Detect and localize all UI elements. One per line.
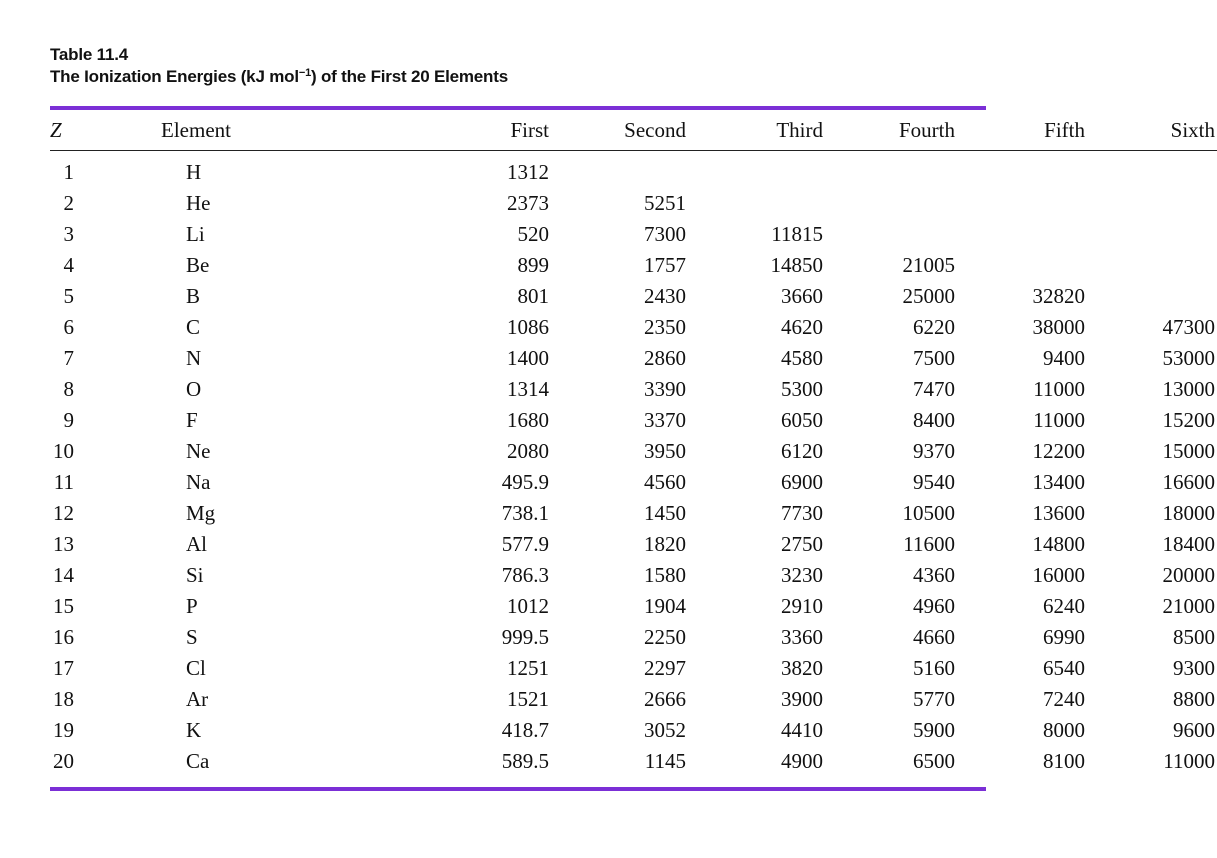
header-z: Z (50, 110, 74, 151)
cell-first: 1251 (507, 656, 549, 680)
cell-fifth: 8100 (1043, 749, 1085, 773)
cell-element: Ar (186, 687, 209, 711)
table-row (50, 374, 1217, 405)
cell-sixth: 18000 (1162, 501, 1215, 525)
header-third: Third (688, 110, 825, 151)
cell-second: 3950 (644, 439, 686, 463)
cell-element: He (186, 191, 211, 215)
cell-first: 1312 (507, 160, 549, 184)
cell-fourth: 9540 (913, 470, 955, 494)
table-number: Table 11.4 (50, 45, 129, 64)
cell-z: 14 (53, 563, 74, 587)
cell-fifth: 11000 (1033, 377, 1085, 401)
cell-fifth: 6540 (1043, 656, 1085, 680)
cell-z: 8 (63, 377, 74, 401)
cell-first: 1521 (507, 687, 549, 711)
cell-z: 16 (53, 625, 74, 649)
header-row (50, 110, 1217, 151)
cell-third (688, 188, 825, 219)
cell-sixth: 53000 (1162, 346, 1215, 370)
cell-sixth: 16600 (1162, 470, 1215, 494)
title-superscript: −1 (298, 67, 311, 79)
cell-fifth (957, 188, 1087, 219)
header-second: Second (551, 110, 688, 151)
cell-second: 2250 (644, 625, 686, 649)
cell-z: 7 (63, 346, 74, 370)
header-element: Element (74, 110, 301, 151)
table-row (50, 653, 1217, 684)
cell-z: 19 (53, 718, 74, 742)
cell-second: 4560 (644, 470, 686, 494)
cell-first: 999.5 (501, 625, 549, 649)
cell-z: 1 (63, 160, 74, 184)
cell-second: 1820 (644, 532, 686, 556)
cell-element: C (186, 315, 201, 339)
cell-third: 2750 (781, 532, 823, 556)
cell-first: 495.9 (501, 470, 549, 494)
cell-sixth: 9300 (1173, 656, 1215, 680)
table-row (50, 715, 1217, 746)
cell-third: 4900 (781, 749, 823, 773)
cell-first: 1680 (507, 408, 549, 432)
cell-element: Al (186, 532, 207, 556)
cell-third: 3230 (781, 563, 823, 587)
cell-first: 2080 (507, 439, 549, 463)
cell-second: 2860 (644, 346, 686, 370)
cell-second: 3052 (644, 718, 686, 742)
table-row (50, 343, 1217, 374)
cell-third: 7730 (781, 501, 823, 525)
cell-third: 11815 (771, 222, 823, 246)
cell-fourth: 21005 (902, 253, 955, 277)
cell-z: 5 (63, 284, 74, 308)
cell-first: 2373 (507, 191, 549, 215)
table-row (50, 529, 1217, 560)
cell-sixth (1087, 250, 1217, 281)
cell-z: 20 (53, 749, 74, 773)
cell-fourth: 8400 (913, 408, 955, 432)
cell-fourth: 4660 (913, 625, 955, 649)
cell-fourth: 25000 (902, 284, 955, 308)
table-row (50, 746, 1217, 777)
cell-first: 786.3 (501, 563, 549, 587)
cell-fifth: 9400 (1043, 346, 1085, 370)
cell-third: 4620 (781, 315, 823, 339)
table-row (50, 498, 1217, 529)
cell-first: 899 (517, 253, 549, 277)
table-row (50, 405, 1217, 436)
ionization-energy-table (50, 110, 1217, 777)
cell-sixth: 47300 (1162, 315, 1215, 339)
cell-third: 6050 (781, 408, 823, 432)
cell-z: 6 (63, 315, 74, 339)
cell-second: 1757 (644, 253, 686, 277)
table-row (50, 622, 1217, 653)
cell-fourth: 7470 (913, 377, 955, 401)
cell-second: 7300 (644, 222, 686, 246)
cell-second: 2666 (644, 687, 686, 711)
table-row (50, 250, 1217, 281)
cell-sixth: 9600 (1173, 718, 1215, 742)
cell-element: H (186, 160, 202, 184)
cell-third: 3360 (781, 625, 823, 649)
cell-fourth: 7500 (913, 346, 955, 370)
cell-fourth: 6220 (913, 315, 955, 339)
table-row (50, 684, 1217, 715)
cell-third: 5300 (781, 377, 823, 401)
cell-fourth: 5770 (913, 687, 955, 711)
cell-fifth: 13400 (1032, 470, 1085, 494)
cell-sixth: 13000 (1162, 377, 1215, 401)
cell-second (551, 151, 688, 189)
cell-element: Cl (186, 656, 206, 680)
cell-second: 2430 (644, 284, 686, 308)
cell-second: 1580 (644, 563, 686, 587)
cell-fourth (825, 219, 957, 250)
cell-fifth (957, 250, 1087, 281)
cell-first: 418.7 (501, 718, 549, 742)
cell-second: 3370 (644, 408, 686, 432)
cell-element: K (186, 718, 202, 742)
cell-fifth (957, 219, 1087, 250)
cell-second: 3390 (644, 377, 686, 401)
cell-third: 6900 (781, 470, 823, 494)
cell-z: 10 (53, 439, 74, 463)
table-title (50, 66, 986, 88)
cell-sixth: 15000 (1162, 439, 1215, 463)
cell-fifth: 6990 (1043, 625, 1085, 649)
cell-fifth: 14800 (1032, 532, 1085, 556)
cell-second: 2350 (644, 315, 686, 339)
cell-sixth: 20000 (1162, 563, 1215, 587)
header-fifth: Fifth (957, 110, 1087, 151)
cell-z: 9 (63, 408, 74, 432)
cell-first: 520 (517, 222, 549, 246)
cell-fifth: 16000 (1032, 563, 1085, 587)
cell-third: 3900 (781, 687, 823, 711)
cell-third: 2910 (781, 594, 823, 618)
cell-fourth: 5160 (913, 656, 955, 680)
cell-third: 3660 (781, 284, 823, 308)
cell-third: 4410 (781, 718, 823, 742)
cell-fourth: 4960 (913, 594, 955, 618)
cell-element: B (186, 284, 201, 308)
table-row (50, 591, 1217, 622)
cell-sixth: 21000 (1162, 594, 1215, 618)
header-sixth: Sixth (1087, 110, 1217, 151)
cell-fifth: 7240 (1043, 687, 1085, 711)
cell-element: N (186, 346, 202, 370)
cell-first: 1086 (507, 315, 549, 339)
cell-element: Be (186, 253, 210, 277)
cell-sixth (1087, 188, 1217, 219)
cell-fourth: 11600 (903, 532, 955, 556)
cell-z: 18 (53, 687, 74, 711)
cell-element: Ne (186, 439, 211, 463)
cell-element: F (186, 408, 198, 432)
cell-sixth (1087, 281, 1217, 312)
cell-z: 2 (63, 191, 74, 215)
table-figure (50, 44, 1215, 791)
cell-second: 2297 (644, 656, 686, 680)
cell-third (688, 151, 825, 189)
cell-z: 15 (53, 594, 74, 618)
cell-z: 3 (63, 222, 74, 246)
cell-z: 11 (53, 470, 74, 494)
cell-sixth: 8800 (1173, 687, 1215, 711)
cell-sixth: 15200 (1162, 408, 1215, 432)
cell-third: 4580 (781, 346, 823, 370)
cell-fifth: 8000 (1043, 718, 1085, 742)
cell-z: 13 (53, 532, 74, 556)
cell-second: 1145 (644, 749, 686, 773)
cell-third: 3820 (781, 656, 823, 680)
cell-fourth: 5900 (913, 718, 955, 742)
cell-fifth: 11000 (1033, 408, 1085, 432)
cell-fifth: 13600 (1032, 501, 1085, 525)
cell-fifth: 12200 (1032, 439, 1085, 463)
cell-fourth: 4360 (913, 563, 955, 587)
table-row (50, 312, 1217, 343)
cell-fifth: 6240 (1043, 594, 1085, 618)
cell-third: 6120 (781, 439, 823, 463)
header-first: First (301, 110, 551, 151)
cell-sixth (1087, 151, 1217, 189)
cell-fifth (957, 151, 1087, 189)
cell-second: 1904 (644, 594, 686, 618)
table-row (50, 560, 1217, 591)
table-row (50, 151, 1217, 189)
cell-element: P (186, 594, 198, 618)
cell-element: Ca (186, 749, 210, 773)
table-row (50, 281, 1217, 312)
cell-fourth (825, 188, 957, 219)
table-row (50, 219, 1217, 250)
cell-sixth: 11000 (1163, 749, 1215, 773)
title-text-b: ) of the First 20 Elements (311, 67, 508, 86)
cell-element: Mg (186, 501, 216, 525)
cell-fourth: 6500 (913, 749, 955, 773)
cell-first: 738.1 (501, 501, 549, 525)
cell-fifth: 32820 (1032, 284, 1085, 308)
cell-element: S (186, 625, 198, 649)
cell-fourth: 10500 (902, 501, 955, 525)
cell-element: Na (186, 470, 211, 494)
cell-sixth: 18400 (1162, 532, 1215, 556)
cell-second: 5251 (644, 191, 686, 215)
cell-fifth: 38000 (1032, 315, 1085, 339)
cell-element: O (186, 377, 202, 401)
cell-first: 589.5 (501, 749, 549, 773)
table-body (50, 151, 1217, 778)
cell-first: 577.9 (501, 532, 549, 556)
header-fourth: Fourth (825, 110, 957, 151)
cell-first: 801 (517, 284, 549, 308)
cell-z: 4 (63, 253, 74, 277)
table-row (50, 188, 1217, 219)
cell-first: 1012 (507, 594, 549, 618)
cell-first: 1400 (507, 346, 549, 370)
cell-second: 1450 (644, 501, 686, 525)
cell-sixth: 8500 (1173, 625, 1215, 649)
cell-element: Si (186, 563, 204, 587)
cell-sixth (1087, 219, 1217, 250)
cell-fourth: 9370 (913, 439, 955, 463)
bottom-rule (50, 787, 986, 791)
table-row (50, 436, 1217, 467)
title-text-a: The Ionization Energies (kJ mol (50, 67, 299, 86)
cell-first: 1314 (507, 377, 549, 401)
table-row (50, 467, 1217, 498)
cell-third: 14850 (770, 253, 823, 277)
cell-fourth (825, 151, 957, 189)
cell-element: Li (186, 222, 205, 246)
cell-z: 17 (53, 656, 74, 680)
cell-z: 12 (53, 501, 74, 525)
